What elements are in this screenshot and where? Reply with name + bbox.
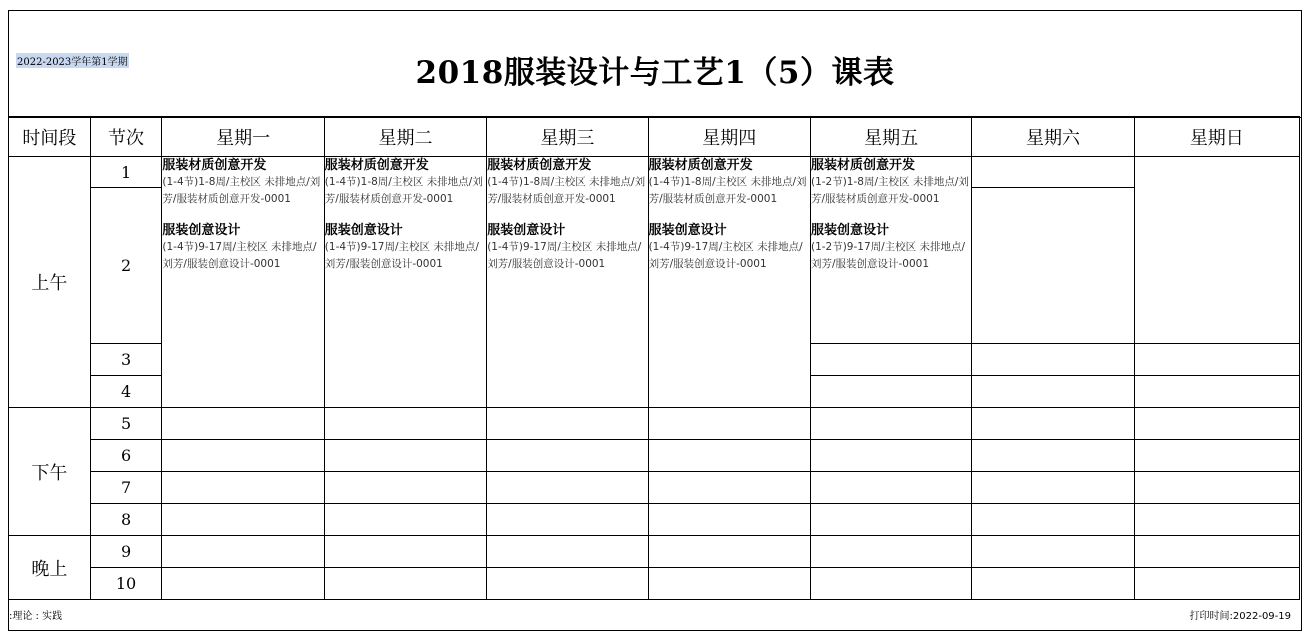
col-wed: 星期三	[487, 117, 648, 157]
empty-cell[interactable]	[1134, 472, 1299, 504]
col-thu: 星期四	[648, 117, 810, 157]
course-name: 服装创意设计	[648, 223, 727, 238]
section-10: 10	[90, 568, 162, 600]
course-cell-fri[interactable]	[810, 157, 971, 344]
timetable-header	[9, 11, 1301, 118]
course-cell-tue[interactable]	[324, 157, 486, 408]
timetable-frame	[8, 10, 1302, 631]
print-time: 打印时间:2022-09-19	[1189, 611, 1291, 622]
col-sat: 星期六	[972, 117, 1134, 157]
empty-cell[interactable]	[972, 504, 1134, 536]
col-sun: 星期日	[1134, 117, 1299, 157]
empty-cell[interactable]	[487, 408, 648, 440]
col-fri: 星期五	[810, 117, 971, 157]
empty-cell[interactable]	[810, 472, 971, 504]
empty-cell[interactable]	[324, 408, 486, 440]
section-1: 1	[90, 157, 162, 188]
empty-cell[interactable]	[972, 536, 1134, 568]
section-5: 5	[90, 408, 162, 440]
course-name: 服装材质创意开发	[810, 158, 915, 173]
section-8: 8	[90, 504, 162, 536]
empty-cell[interactable]	[1134, 408, 1299, 440]
empty-cell[interactable]	[648, 568, 810, 600]
section-2: 2	[90, 188, 162, 344]
table-row	[9, 408, 1300, 440]
course-name: 服装创意设计	[324, 223, 403, 238]
course-info: (1-4节)1-8周/主校区 未排地点/刘芳/服装材质创意开发-0001	[324, 176, 483, 205]
empty-cell[interactable]	[487, 536, 648, 568]
empty-cell[interactable]	[648, 440, 810, 472]
empty-cell[interactable]	[324, 536, 486, 568]
section-6: 6	[90, 440, 162, 472]
empty-cell[interactable]	[810, 408, 971, 440]
empty-cell[interactable]	[162, 568, 324, 600]
empty-cell[interactable]	[1134, 344, 1299, 376]
course-info: (1-4节)1-8周/主校区 未排地点/刘芳/服装材质创意开发-0001	[162, 176, 321, 205]
empty-cell[interactable]	[1134, 536, 1299, 568]
course-info: (1-4节)9-17周/主校区 未排地点/刘芳/服装创意设计-0001	[162, 241, 317, 270]
empty-cell[interactable]	[972, 568, 1134, 600]
page-title: 2018服装设计与工艺1（5）课表	[415, 55, 895, 91]
course-info: (1-4节)1-8周/主校区 未排地点/刘芳/服装材质创意开发-0001	[487, 176, 646, 205]
empty-cell[interactable]	[972, 157, 1134, 188]
empty-cell[interactable]	[1134, 504, 1299, 536]
empty-cell[interactable]	[487, 568, 648, 600]
empty-cell[interactable]	[810, 504, 971, 536]
empty-cell[interactable]	[324, 472, 486, 504]
empty-cell[interactable]	[972, 188, 1134, 344]
course-name: 服装创意设计	[487, 223, 566, 238]
empty-cell[interactable]	[810, 344, 971, 376]
empty-cell[interactable]	[810, 568, 971, 600]
empty-cell[interactable]	[162, 504, 324, 536]
empty-cell[interactable]	[972, 440, 1134, 472]
course-name: 服装创意设计	[810, 223, 889, 238]
period-afternoon: 下午	[9, 408, 91, 536]
table-row	[9, 504, 1300, 536]
period-morning: 上午	[9, 157, 91, 408]
course-info: (1-2节)9-17周/主校区 未排地点/刘芳/服装创意设计-0001	[810, 241, 966, 270]
empty-cell[interactable]	[1134, 157, 1299, 344]
section-7: 7	[90, 472, 162, 504]
col-period: 时间段	[9, 117, 91, 157]
empty-cell[interactable]	[162, 408, 324, 440]
empty-cell[interactable]	[972, 376, 1134, 408]
empty-cell[interactable]	[324, 504, 486, 536]
course-name: 服装材质创意开发	[324, 158, 429, 173]
empty-cell[interactable]	[324, 568, 486, 600]
table-row	[9, 157, 1300, 188]
table-row	[9, 472, 1300, 504]
legend-text: :理论 : 实践	[9, 611, 63, 622]
table-row	[9, 536, 1300, 568]
empty-cell[interactable]	[972, 344, 1134, 376]
empty-cell[interactable]	[1134, 440, 1299, 472]
section-4: 4	[90, 376, 162, 408]
col-section: 节次	[90, 117, 162, 157]
empty-cell[interactable]	[648, 408, 810, 440]
course-info: (1-4节)9-17周/主校区 未排地点/刘芳/服装创意设计-0001	[648, 241, 803, 270]
empty-cell[interactable]	[162, 472, 324, 504]
course-name: 服装材质创意开发	[648, 158, 753, 173]
empty-cell[interactable]	[487, 472, 648, 504]
col-tue: 星期二	[324, 117, 486, 157]
course-name: 服装创意设计	[162, 223, 241, 238]
empty-cell[interactable]	[162, 440, 324, 472]
period-evening: 晚上	[9, 536, 91, 600]
col-mon: 星期一	[162, 117, 324, 157]
header-row	[9, 117, 1300, 157]
empty-cell[interactable]	[1134, 376, 1299, 408]
timetable-grid	[8, 116, 1300, 600]
term-label: 2022-2023学年第1学期	[16, 53, 129, 68]
empty-cell[interactable]	[648, 504, 810, 536]
course-info: (1-4节)9-17周/主校区 未排地点/刘芳/服装创意设计-0001	[487, 241, 642, 270]
empty-cell[interactable]	[487, 504, 648, 536]
course-name: 服装材质创意开发	[162, 158, 267, 173]
course-cell-mon[interactable]	[162, 157, 324, 408]
table-row	[9, 568, 1300, 600]
empty-cell[interactable]	[487, 440, 648, 472]
empty-cell[interactable]	[324, 440, 486, 472]
table-row	[9, 440, 1300, 472]
empty-cell[interactable]	[810, 376, 971, 408]
course-info: (1-2节)1-8周/主校区 未排地点/刘芳/服装材质创意开发-0001	[810, 176, 969, 205]
course-cell-wed[interactable]	[487, 157, 648, 408]
empty-cell[interactable]	[648, 472, 810, 504]
empty-cell[interactable]	[648, 536, 810, 568]
empty-cell[interactable]	[162, 536, 324, 568]
course-name: 服装材质创意开发	[487, 158, 592, 173]
course-info: (1-4节)9-17周/主校区 未排地点/刘芳/服装创意设计-0001	[324, 241, 479, 270]
section-3: 3	[90, 344, 162, 376]
empty-cell[interactable]	[972, 408, 1134, 440]
empty-cell[interactable]	[1134, 568, 1299, 600]
empty-cell[interactable]	[810, 440, 971, 472]
empty-cell[interactable]	[972, 472, 1134, 504]
section-9: 9	[90, 536, 162, 568]
course-info: (1-4节)1-8周/主校区 未排地点/刘芳/服装材质创意开发-0001	[648, 176, 807, 205]
course-cell-thu[interactable]	[648, 157, 810, 408]
empty-cell[interactable]	[810, 536, 971, 568]
